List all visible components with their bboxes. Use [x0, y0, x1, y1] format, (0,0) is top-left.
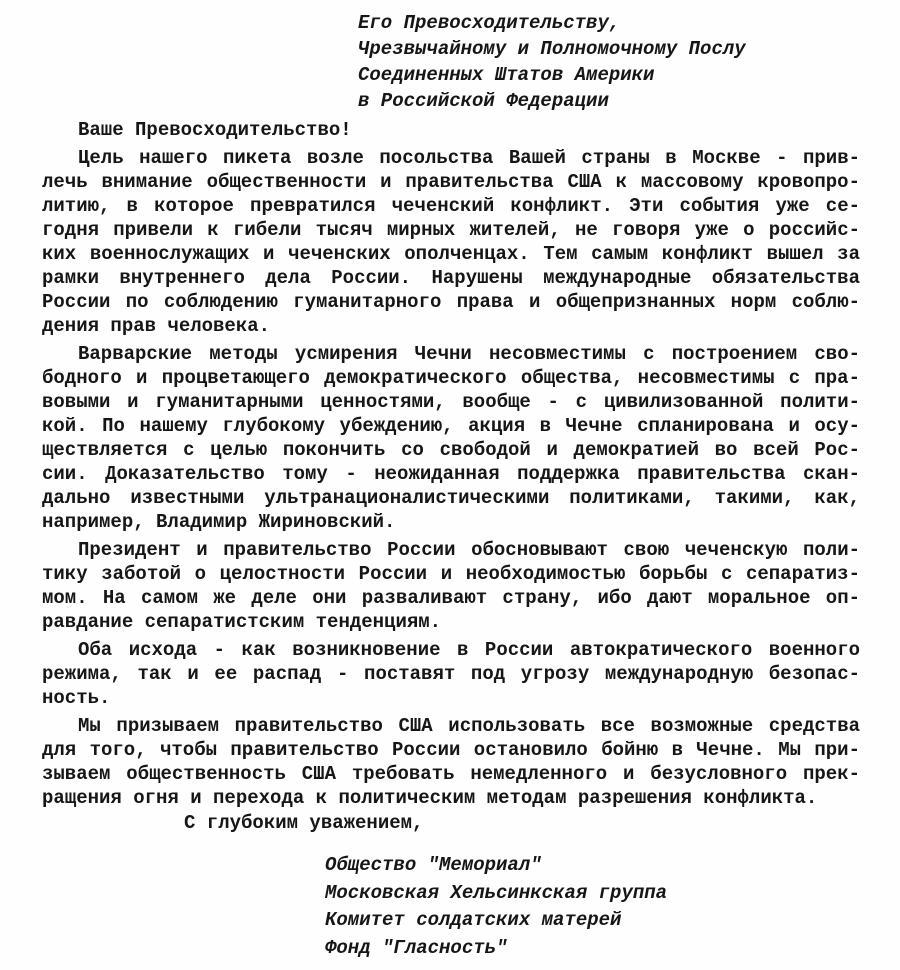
body-line: тику заботой о целостности России и необходимостью борьбы с сепаратиз-	[42, 563, 860, 585]
body-line: дения прав человека.	[42, 315, 271, 337]
body-line: Варварские методы усмирения Чечни несовместимы с построением сво-	[78, 343, 860, 365]
body-line: Цель нашего пикета возле посольства Вашей страны в Москве - прив-	[78, 147, 860, 169]
body-line: ность.	[42, 687, 111, 709]
letter-body	[42, 118, 860, 810]
signature-line: Комитет солдатских матерей	[325, 909, 622, 931]
signature-line: Общество "Мемориал"	[325, 854, 542, 876]
body-line: дально известными ультранационалистическими политиками, такими, как,	[42, 487, 860, 509]
body-line: годня привели к гибели тысяч мирных жителей, не говоря уже о российс-	[42, 219, 860, 241]
body-line: ращения огня и перехода к политическим методам разрешения конфликта.	[42, 787, 818, 809]
body-line: Оба исхода - как возникновение в России автократического военного	[78, 639, 860, 661]
body-line: России по соблюдению гуманитарного права и общепризнанных норм соблю-	[42, 291, 860, 313]
body-line: сии. Доказательство тому - неожиданная поддержка правительства скан-	[42, 463, 860, 485]
paragraph-5	[42, 714, 860, 810]
body-line: Мы призываем правительство США использовать все возможные средства	[78, 715, 860, 737]
signature-line: Фонд "Гласность"	[325, 936, 508, 959]
body-line: кой. По нашему глубокому убеждению, акция в Чечне спланирована и осу-	[42, 415, 860, 437]
body-line: равдание сепаратистским тенденциям.	[42, 611, 442, 633]
recipient-block	[358, 10, 746, 114]
body-line: например, Владимир Жириновский.	[42, 511, 396, 533]
paragraph-1	[42, 146, 860, 338]
paragraph-2	[42, 342, 860, 534]
signature-line: Московская Хельсинкская группа	[325, 881, 668, 904]
body-line: ких военнослужащих и чеченских ополченцах. Тем самым конфликт вышел за	[42, 243, 860, 265]
salutation: Ваше Превосходительство!	[78, 119, 352, 141]
paragraph-3	[42, 538, 860, 634]
body-line: бодного и процветающего демократического общества, несовместимы с пра-	[42, 367, 860, 389]
body-line: для того, чтобы правительство России остановило бойню в Чечне. Мы при-	[42, 739, 860, 761]
recipient-line: Его Превосходительству,	[358, 12, 621, 34]
closing: С глубоким уважением,	[184, 812, 424, 834]
recipient-line: в Российской Федерации	[358, 90, 609, 112]
body-line: Президент и правительство России обосновывают свою чеченскую поли-	[78, 539, 860, 561]
body-line: ществляется с целью покончить со свободой и демократией во всей Рос-	[42, 439, 860, 461]
body-line: литию, в которое превратился чеченский конфликт. Эти события уже се-	[42, 195, 860, 217]
paragraph-4	[42, 638, 860, 710]
body-line: рамки внутреннего дела России. Нарушены международные обязательства	[42, 267, 860, 289]
recipient-line: Чрезвычайному и Полномочному Послу	[358, 38, 746, 60]
body-line: вовыми и гуманитарными ценностями, вообще - с цивилизованной полити-	[42, 391, 860, 413]
body-line: мом. На самом же деле они разваливают страну, ибо дают моральное оп-	[42, 587, 860, 609]
recipient-line: Соединенных Штатов Америки	[358, 64, 655, 86]
body-line: режима, так и ее распад - поставят под угрозу международную безопас-	[42, 663, 860, 685]
signature-block	[325, 852, 667, 962]
body-line: зываем общественность США требовать немедленного и безусловного прек-	[42, 763, 860, 785]
body-line: лечь внимание общественности и правительства США к массовому кровопро-	[42, 171, 860, 193]
